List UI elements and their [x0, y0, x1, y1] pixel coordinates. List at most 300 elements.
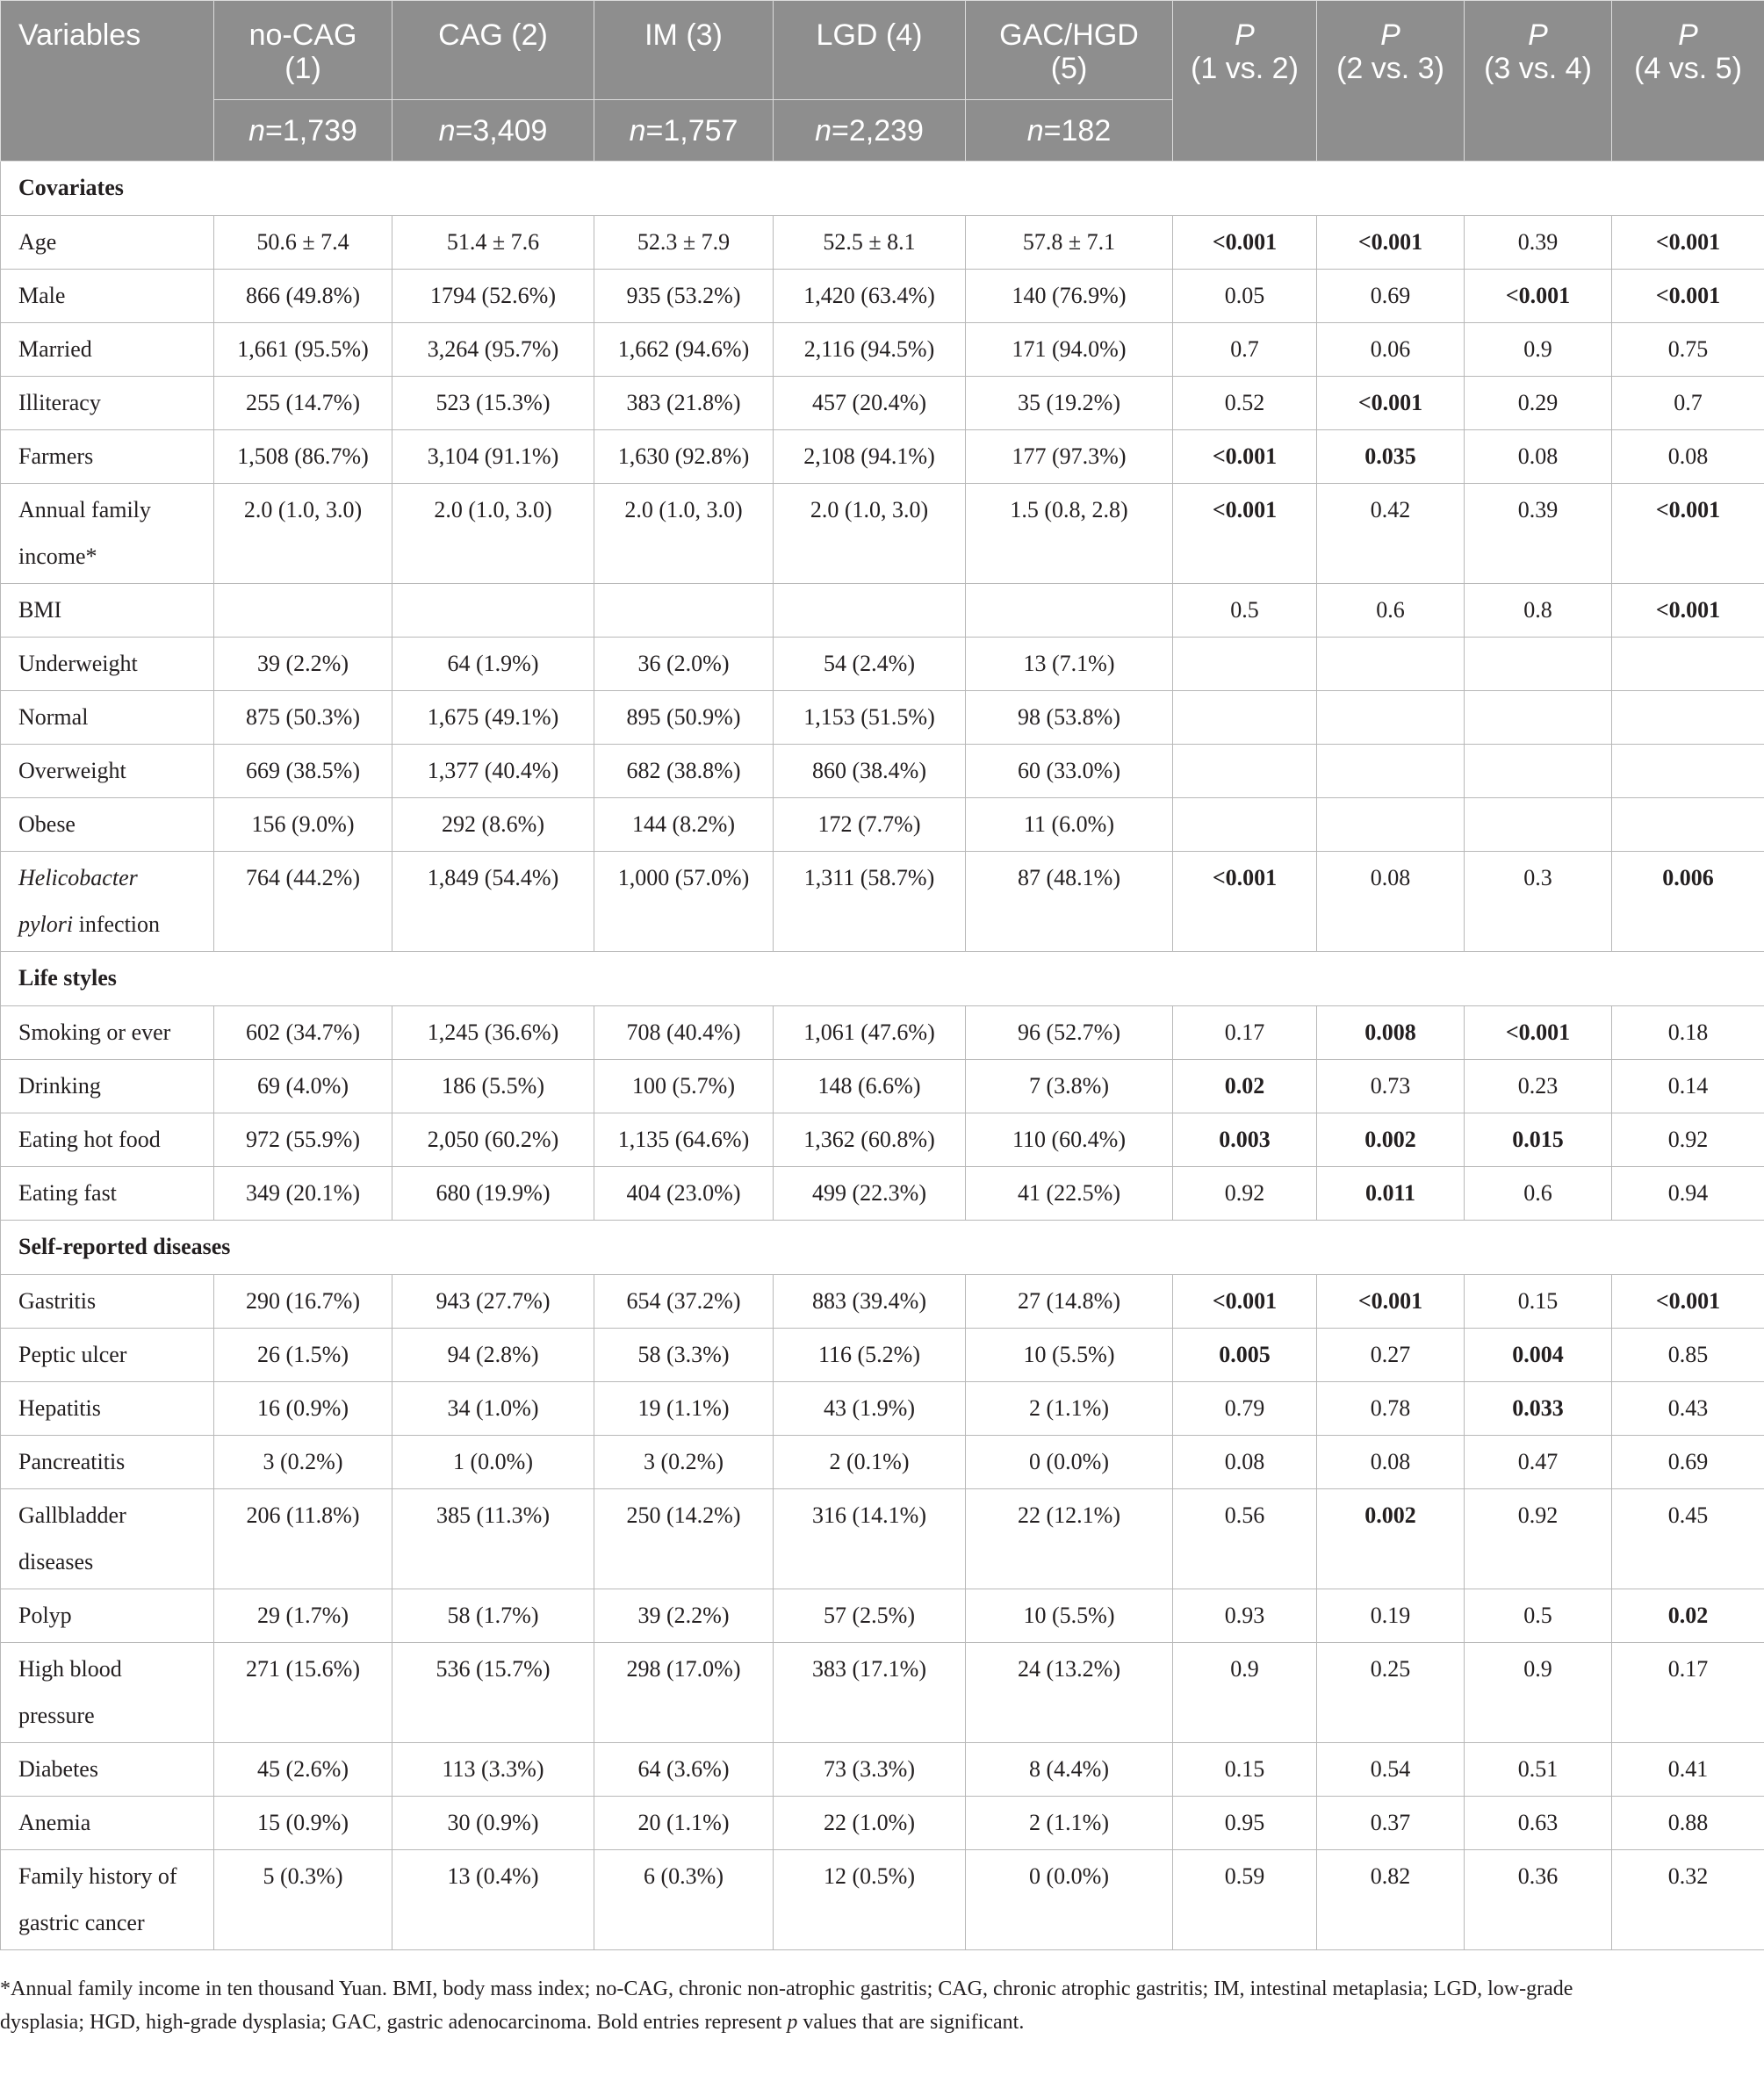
- p-value-cell: <0.001: [1612, 270, 1764, 323]
- value-cell: 7 (3.8%): [966, 1060, 1173, 1113]
- value-cell: 764 (44.2%): [214, 852, 392, 952]
- value-cell: 58 (3.3%): [594, 1329, 774, 1382]
- p-value-cell: 0.3: [1465, 852, 1612, 952]
- section-title: Covariates: [1, 162, 1764, 216]
- value-cell: 385 (11.3%): [392, 1489, 594, 1589]
- value-cell: 3,264 (95.7%): [392, 323, 594, 377]
- value-cell: 13 (0.4%): [392, 1850, 594, 1950]
- row-label-text: Gastritis: [18, 1288, 97, 1314]
- value-cell: 94 (2.8%): [392, 1329, 594, 1382]
- value-cell: 148 (6.6%): [774, 1060, 966, 1113]
- p-value-cell: 0.011: [1317, 1167, 1465, 1221]
- p-value-cell: 0.82: [1317, 1850, 1465, 1950]
- table-row: [1, 1382, 1764, 1436]
- table-row: [1, 1589, 1764, 1643]
- row-label: [1, 1589, 214, 1643]
- table-row: [1, 798, 1764, 852]
- value-cell: 2 (1.1%): [966, 1797, 1173, 1850]
- p-value-cell: 0.92: [1612, 1113, 1764, 1167]
- p-value-cell: [1317, 798, 1465, 852]
- value-cell: 383 (21.8%): [594, 377, 774, 430]
- p-value-cell: 0.015: [1465, 1113, 1612, 1167]
- table-row: [1, 1643, 1764, 1743]
- value-cell: 57 (2.5%): [774, 1589, 966, 1643]
- p-value-cell: 0.52: [1173, 377, 1317, 430]
- p-value-cell: 0.75: [1612, 323, 1764, 377]
- value-cell: 50.6 ± 7.4: [214, 216, 392, 270]
- p-value-cell: [1317, 638, 1465, 691]
- row-label: [1, 1743, 214, 1797]
- p-value-cell: 0.78: [1317, 1382, 1465, 1436]
- header-n-1: n=1,739: [214, 100, 392, 162]
- p-value-cell: 0.14: [1612, 1060, 1764, 1113]
- value-cell: 3 (0.2%): [594, 1436, 774, 1489]
- value-cell: 875 (50.3%): [214, 691, 392, 745]
- table-header: [1, 1, 1764, 162]
- value-cell: 3 (0.2%): [214, 1436, 392, 1489]
- value-cell: 298 (17.0%): [594, 1643, 774, 1743]
- value-cell: 292 (8.6%): [392, 798, 594, 852]
- row-label: [1, 1382, 214, 1436]
- value-cell: 6 (0.3%): [594, 1850, 774, 1950]
- p-value-cell: 0.06: [1317, 323, 1465, 377]
- table-body: [1, 162, 1764, 1950]
- value-cell: 51.4 ± 7.6: [392, 216, 594, 270]
- p-value-cell: [1317, 691, 1465, 745]
- p-value-cell: <0.001: [1173, 216, 1317, 270]
- row-label-text: BMI: [18, 597, 62, 623]
- value-cell: 383 (17.1%): [774, 1643, 966, 1743]
- row-label: [1, 691, 214, 745]
- value-cell: 883 (39.4%): [774, 1275, 966, 1329]
- value-cell: 2,050 (60.2%): [392, 1113, 594, 1167]
- row-label: [1, 1113, 214, 1167]
- row-label: [1, 1329, 214, 1382]
- header-p-2-vs-3: P (2 vs. 3): [1317, 1, 1465, 162]
- p-value-cell: 0.92: [1173, 1167, 1317, 1221]
- p-value-cell: 0.08: [1612, 430, 1764, 484]
- row-label: [1, 270, 214, 323]
- p-value-cell: [1465, 745, 1612, 798]
- row-label: [1, 1797, 214, 1850]
- p-value-cell: 0.004: [1465, 1329, 1612, 1382]
- p-value-cell: 0.56: [1173, 1489, 1317, 1589]
- p-value-cell: <0.001: [1612, 584, 1764, 638]
- p-value-cell: 0.85: [1612, 1329, 1764, 1382]
- value-cell: 1,362 (60.8%): [774, 1113, 966, 1167]
- row-label-text: Underweight: [18, 651, 138, 676]
- value-cell: 8 (4.4%): [966, 1743, 1173, 1797]
- row-label: [1, 430, 214, 484]
- p-value-cell: <0.001: [1173, 430, 1317, 484]
- p-value-cell: 0.9: [1465, 1643, 1612, 1743]
- value-cell: 15 (0.9%): [214, 1797, 392, 1850]
- row-label: [1, 798, 214, 852]
- value-cell: 57.8 ± 7.1: [966, 216, 1173, 270]
- row-label-text: Pancreatitis: [18, 1449, 126, 1474]
- value-cell: 457 (20.4%): [774, 377, 966, 430]
- row-label-text: Age: [18, 229, 57, 255]
- value-cell: 255 (14.7%): [214, 377, 392, 430]
- value-cell: 64 (1.9%): [392, 638, 594, 691]
- p-value-cell: 0.8: [1465, 584, 1612, 638]
- value-cell: 2,116 (94.5%): [774, 323, 966, 377]
- p-value-cell: 0.08: [1173, 1436, 1317, 1489]
- value-cell: 1794 (52.6%): [392, 270, 594, 323]
- value-cell: 60 (33.0%): [966, 745, 1173, 798]
- value-cell: 73 (3.3%): [774, 1743, 966, 1797]
- header-group-3: IM (3): [594, 1, 774, 100]
- value-cell: [966, 584, 1173, 638]
- table-row: [1, 484, 1764, 584]
- p-value-cell: 0.45: [1612, 1489, 1764, 1589]
- p-value-cell: 0.69: [1612, 1436, 1764, 1489]
- p-value-cell: 0.02: [1612, 1589, 1764, 1643]
- p-value-cell: 0.033: [1465, 1382, 1612, 1436]
- row-label: [1, 1850, 214, 1950]
- header-n-3: n=1,757: [594, 100, 774, 162]
- p-value-cell: 0.43: [1612, 1382, 1764, 1436]
- row-label-text: Helicobacter: [18, 865, 138, 890]
- value-cell: 708 (40.4%): [594, 1006, 774, 1060]
- table-row: [1, 1167, 1764, 1221]
- p-value-cell: 0.37: [1317, 1797, 1465, 1850]
- value-cell: 30 (0.9%): [392, 1797, 594, 1850]
- value-cell: 1,311 (58.7%): [774, 852, 966, 952]
- row-label: [1, 1006, 214, 1060]
- row-label-text: Gallbladder: [18, 1502, 126, 1528]
- header-group-1: no-CAG (1): [214, 1, 392, 100]
- p-value-cell: 0.6: [1317, 584, 1465, 638]
- header-group-5: GAC/HGD (5): [966, 1, 1173, 100]
- value-cell: 523 (15.3%): [392, 377, 594, 430]
- p-value-cell: 0.36: [1465, 1850, 1612, 1950]
- row-label: [1, 1275, 214, 1329]
- header-variables: Variables: [1, 1, 214, 162]
- p-value-cell: 0.39: [1465, 484, 1612, 584]
- p-value-cell: 0.5: [1465, 1589, 1612, 1643]
- value-cell: 1,153 (51.5%): [774, 691, 966, 745]
- header-p-1-vs-2: P (1 vs. 2): [1173, 1, 1317, 162]
- value-cell: 186 (5.5%): [392, 1060, 594, 1113]
- section-header-row: [1, 162, 1764, 216]
- value-cell: 1,420 (63.4%): [774, 270, 966, 323]
- table-row: [1, 691, 1764, 745]
- value-cell: 1,508 (86.7%): [214, 430, 392, 484]
- value-cell: [594, 584, 774, 638]
- value-cell: 16 (0.9%): [214, 1382, 392, 1436]
- value-cell: 43 (1.9%): [774, 1382, 966, 1436]
- value-cell: 866 (49.8%): [214, 270, 392, 323]
- value-cell: [774, 584, 966, 638]
- row-label-text: Male: [18, 283, 66, 308]
- p-value-cell: <0.001: [1612, 1275, 1764, 1329]
- value-cell: 349 (20.1%): [214, 1167, 392, 1221]
- table-row: [1, 1850, 1764, 1950]
- value-cell: 36 (2.0%): [594, 638, 774, 691]
- p-value-cell: 0.59: [1173, 1850, 1317, 1950]
- p-value-cell: 0.79: [1173, 1382, 1317, 1436]
- value-cell: 100 (5.7%): [594, 1060, 774, 1113]
- p-value-cell: 0.15: [1173, 1743, 1317, 1797]
- value-cell: 602 (34.7%): [214, 1006, 392, 1060]
- value-cell: 27 (14.8%): [966, 1275, 1173, 1329]
- p-value-cell: [1317, 745, 1465, 798]
- row-label: [1, 216, 214, 270]
- value-cell: 680 (19.9%): [392, 1167, 594, 1221]
- p-value-cell: <0.001: [1317, 1275, 1465, 1329]
- p-value-cell: 0.7: [1612, 377, 1764, 430]
- section-header-row: [1, 952, 1764, 1006]
- value-cell: [392, 584, 594, 638]
- table-row: [1, 1275, 1764, 1329]
- value-cell: 35 (19.2%): [966, 377, 1173, 430]
- row-label: [1, 1489, 214, 1589]
- section-title: Self-reported diseases: [1, 1221, 1764, 1275]
- p-value-cell: 0.32: [1612, 1850, 1764, 1950]
- value-cell: 250 (14.2%): [594, 1489, 774, 1589]
- row-label-text: Anemia: [18, 1810, 91, 1835]
- p-value-cell: <0.001: [1173, 1275, 1317, 1329]
- p-value-cell: 0.006: [1612, 852, 1764, 952]
- value-cell: 26 (1.5%): [214, 1329, 392, 1382]
- value-cell: 2.0 (1.0, 3.0): [774, 484, 966, 584]
- p-value-cell: 0.002: [1317, 1113, 1465, 1167]
- value-cell: 1,135 (64.6%): [594, 1113, 774, 1167]
- value-cell: 22 (1.0%): [774, 1797, 966, 1850]
- p-value-cell: [1465, 798, 1612, 852]
- row-label-text: Married: [18, 336, 92, 362]
- p-value-cell: 0.51: [1465, 1743, 1612, 1797]
- p-value-cell: [1612, 638, 1764, 691]
- table-row: [1, 430, 1764, 484]
- value-cell: 536 (15.7%): [392, 1643, 594, 1743]
- p-value-cell: 0.41: [1612, 1743, 1764, 1797]
- table-row: [1, 1743, 1764, 1797]
- table-row: [1, 1797, 1764, 1850]
- value-cell: 144 (8.2%): [594, 798, 774, 852]
- row-label-text-2: income*: [18, 544, 97, 569]
- table-footnote: *Annual family income in ten thousand Yuan. BMI, body mass index; no-CAG, chronic non-atrophic gastritis; CAG, chronic atrophic gastritis; IM, intestinal metaplasia; LGD, low-grade dysplasia; HGD, high-grade dysplasia; GAC, gastric adenocarcinoma. Bold entries represent p values that are significant.: [0, 1978, 1573, 2034]
- value-cell: 1,377 (40.4%): [392, 745, 594, 798]
- p-value-cell: [1612, 691, 1764, 745]
- p-value-cell: 0.08: [1465, 430, 1612, 484]
- value-cell: 116 (5.2%): [774, 1329, 966, 1382]
- header-p-4-vs-5: P (4 vs. 5): [1612, 1, 1764, 162]
- p-value-cell: 0.69: [1317, 270, 1465, 323]
- value-cell: 2.0 (1.0, 3.0): [594, 484, 774, 584]
- p-value-cell: 0.003: [1173, 1113, 1317, 1167]
- row-label-text: Normal: [18, 704, 89, 730]
- value-cell: 943 (27.7%): [392, 1275, 594, 1329]
- row-label-text-2: gastric cancer: [18, 1910, 145, 1935]
- value-cell: 316 (14.1%): [774, 1489, 966, 1589]
- row-label-text: Family history of: [18, 1863, 177, 1889]
- value-cell: 156 (9.0%): [214, 798, 392, 852]
- value-cell: 1,849 (54.4%): [392, 852, 594, 952]
- p-value-cell: 0.08: [1317, 1436, 1465, 1489]
- p-value-cell: 0.005: [1173, 1329, 1317, 1382]
- row-label-text-2: pylori: [18, 911, 74, 937]
- p-value-cell: [1465, 638, 1612, 691]
- value-cell: 96 (52.7%): [966, 1006, 1173, 1060]
- p-value-cell: 0.63: [1465, 1797, 1612, 1850]
- row-label-text: Smoking or ever: [18, 1019, 171, 1045]
- row-label: [1, 852, 214, 952]
- p-value-cell: 0.92: [1465, 1489, 1612, 1589]
- row-label-text-2: diseases: [18, 1549, 94, 1574]
- value-cell: 11 (6.0%): [966, 798, 1173, 852]
- p-value-cell: [1173, 691, 1317, 745]
- row-label: [1, 1060, 214, 1113]
- value-cell: 172 (7.7%): [774, 798, 966, 852]
- p-value-cell: 0.93: [1173, 1589, 1317, 1643]
- value-cell: 52.5 ± 8.1: [774, 216, 966, 270]
- p-value-cell: [1465, 691, 1612, 745]
- value-cell: 39 (2.2%): [214, 638, 392, 691]
- row-label-text: Obese: [18, 811, 76, 837]
- value-cell: 499 (22.3%): [774, 1167, 966, 1221]
- value-cell: 10 (5.5%): [966, 1329, 1173, 1382]
- value-cell: 271 (15.6%): [214, 1643, 392, 1743]
- value-cell: 2.0 (1.0, 3.0): [214, 484, 392, 584]
- p-value-cell: 0.05: [1173, 270, 1317, 323]
- value-cell: 34 (1.0%): [392, 1382, 594, 1436]
- row-label-text: Farmers: [18, 443, 94, 469]
- p-value-cell: [1173, 798, 1317, 852]
- row-label: [1, 584, 214, 638]
- value-cell: 171 (94.0%): [966, 323, 1173, 377]
- value-cell: 29 (1.7%): [214, 1589, 392, 1643]
- table-row: [1, 638, 1764, 691]
- value-cell: 2.0 (1.0, 3.0): [392, 484, 594, 584]
- row-label-text: Polyp: [18, 1603, 72, 1628]
- value-cell: 290 (16.7%): [214, 1275, 392, 1329]
- value-cell: 110 (60.4%): [966, 1113, 1173, 1167]
- row-label-text: Overweight: [18, 758, 126, 783]
- table-row: [1, 323, 1764, 377]
- value-cell: 20 (1.1%): [594, 1797, 774, 1850]
- table-row: [1, 745, 1764, 798]
- p-value-cell: 0.18: [1612, 1006, 1764, 1060]
- table-row: [1, 377, 1764, 430]
- value-cell: 5 (0.3%): [214, 1850, 392, 1950]
- value-cell: 45 (2.6%): [214, 1743, 392, 1797]
- p-value-cell: 0.88: [1612, 1797, 1764, 1850]
- p-value-cell: 0.008: [1317, 1006, 1465, 1060]
- row-label-text: Annual family: [18, 497, 151, 522]
- value-cell: 2,108 (94.1%): [774, 430, 966, 484]
- row-label-text: Peptic ulcer: [18, 1342, 127, 1367]
- p-value-cell: 0.15: [1465, 1275, 1612, 1329]
- p-value-cell: 0.9: [1465, 323, 1612, 377]
- table-row: [1, 852, 1764, 952]
- value-cell: 39 (2.2%): [594, 1589, 774, 1643]
- value-cell: 1,630 (92.8%): [594, 430, 774, 484]
- p-value-cell: 0.9: [1173, 1643, 1317, 1743]
- p-value-cell: 0.39: [1465, 216, 1612, 270]
- p-value-cell: 0.27: [1317, 1329, 1465, 1382]
- value-cell: 206 (11.8%): [214, 1489, 392, 1589]
- row-label-text-3: infection: [73, 911, 161, 937]
- table-row: [1, 216, 1764, 270]
- header-group-2: CAG (2): [392, 1, 594, 100]
- value-cell: 98 (53.8%): [966, 691, 1173, 745]
- p-value-cell: [1612, 798, 1764, 852]
- value-cell: 12 (0.5%): [774, 1850, 966, 1950]
- value-cell: 1,675 (49.1%): [392, 691, 594, 745]
- p-value-cell: 0.73: [1317, 1060, 1465, 1113]
- value-cell: 13 (7.1%): [966, 638, 1173, 691]
- value-cell: 19 (1.1%): [594, 1382, 774, 1436]
- value-cell: 972 (55.9%): [214, 1113, 392, 1167]
- table-row: [1, 1436, 1764, 1489]
- p-value-cell: [1173, 638, 1317, 691]
- p-value-cell: 0.19: [1317, 1589, 1465, 1643]
- p-value-cell: <0.001: [1317, 377, 1465, 430]
- p-value-cell: 0.29: [1465, 377, 1612, 430]
- row-label-text: High blood: [18, 1656, 122, 1682]
- value-cell: 58 (1.7%): [392, 1589, 594, 1643]
- value-cell: 1 (0.0%): [392, 1436, 594, 1489]
- p-value-cell: <0.001: [1612, 484, 1764, 584]
- p-value-cell: 0.54: [1317, 1743, 1465, 1797]
- row-label: [1, 323, 214, 377]
- p-value-cell: [1173, 745, 1317, 798]
- value-cell: 24 (13.2%): [966, 1643, 1173, 1743]
- row-label: [1, 638, 214, 691]
- p-value-cell: 0.94: [1612, 1167, 1764, 1221]
- header-n-5: n=182: [966, 100, 1173, 162]
- p-value-cell: <0.001: [1173, 484, 1317, 584]
- table-row: [1, 584, 1764, 638]
- value-cell: [214, 584, 392, 638]
- row-label-text: Diabetes: [18, 1756, 98, 1782]
- value-cell: 0 (0.0%): [966, 1436, 1173, 1489]
- p-value-cell: <0.001: [1465, 270, 1612, 323]
- header-n-4: n=2,239: [774, 100, 966, 162]
- p-value-cell: 0.7: [1173, 323, 1317, 377]
- p-value-cell: 0.17: [1612, 1643, 1764, 1743]
- value-cell: 895 (50.9%): [594, 691, 774, 745]
- p-value-cell: 0.5: [1173, 584, 1317, 638]
- row-label: [1, 1436, 214, 1489]
- value-cell: 1,661 (95.5%): [214, 323, 392, 377]
- row-label-text: Hepatitis: [18, 1395, 101, 1421]
- table-row: [1, 1060, 1764, 1113]
- p-value-cell: <0.001: [1173, 852, 1317, 952]
- p-value-cell: 0.08: [1317, 852, 1465, 952]
- value-cell: 140 (76.9%): [966, 270, 1173, 323]
- value-cell: 22 (12.1%): [966, 1489, 1173, 1589]
- value-cell: 113 (3.3%): [392, 1743, 594, 1797]
- section-title: Life styles: [1, 952, 1764, 1006]
- value-cell: 2 (0.1%): [774, 1436, 966, 1489]
- header-n-2: n=3,409: [392, 100, 594, 162]
- value-cell: 177 (97.3%): [966, 430, 1173, 484]
- value-cell: 860 (38.4%): [774, 745, 966, 798]
- row-label: [1, 1643, 214, 1743]
- value-cell: 52.3 ± 7.9: [594, 216, 774, 270]
- p-value-cell: 0.42: [1317, 484, 1465, 584]
- p-value-cell: 0.6: [1465, 1167, 1612, 1221]
- value-cell: 935 (53.2%): [594, 270, 774, 323]
- p-value-cell: <0.001: [1317, 216, 1465, 270]
- value-cell: 41 (22.5%): [966, 1167, 1173, 1221]
- table-row: [1, 1006, 1764, 1060]
- header-group-4: LGD (4): [774, 1, 966, 100]
- p-value-cell: [1612, 745, 1764, 798]
